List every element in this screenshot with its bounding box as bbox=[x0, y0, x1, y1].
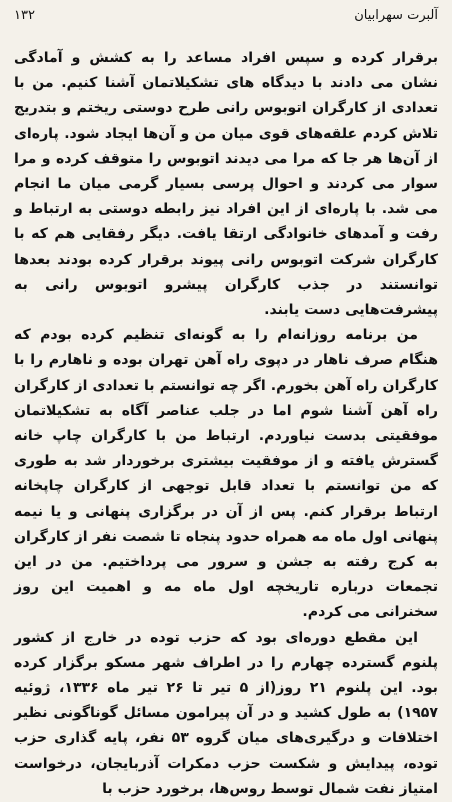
page-header bbox=[0, 6, 452, 32]
body-text bbox=[14, 46, 438, 802]
paragraph: این مقطع دوره‌ای بود که حزب توده در خارج از کشور پلنوم گسترده چهارم را در اطراف شهر مسکو برگزار کرده بود. این پلنوم ۲۱ روز(از ۵ تیر تا ۲۶ تیر ماه ۱۳۳۶، ژوئیه ۱۹۵۷) به طول کشید و در آن پیرامون مسائل گوناگونی نظیر اختلافات و درگیری‌های میان گروه ۵۳ نفر، پایه گذاری حزب توده، پیدایش و شکست حزب دمکرات آذربایجان، درخواست امتیاز نفت شمال توسط روس‌ها، برخورد حزب با bbox=[14, 629, 438, 797]
running-title: آلبرت سهرابیان bbox=[354, 8, 438, 23]
page-number: ۱۳۲ bbox=[14, 8, 35, 23]
paragraph: من برنامه روزانه‌ام را به گونه‌ای تنظیم کرده بودم که هنگام صرف ناهار در دپوی راه آهن تهران بوده و ناهارم را با کارگران راه آهن بخورم. اگر چه توانستم با تعدادی از کارگران راه آهن آشنا شوم اما در جلب عناصر آگاه به تشکیلاتمان موفقیتی بدست نیاوردم. ارتباط من با کارگران چاپ خانه گسترش یافته و از موفقیت بیشتری برخوردار شد به طوری که من توانستم با تعداد قابل توجهی از کارگران چاپخانه ارتباط برقرار کنم. پس از آن در برگزاری پنهانی و یا نیمه پنهانی اول ماه مه همراه حدود پنجاه تا شصت نفر از کارگران به کرج رفته به جشن و سرور می پرداختیم. من در این تجمعات درباره تاریخچه اول ماه مه و اهمیت این روز سخنرانی می کردم. bbox=[14, 327, 438, 621]
paragraph: برقرار کرده و سپس افراد مساعد را به کشش و آمادگی نشان می دادند با دیدگاه های تشکیلاتمان آشنا کنیم. من با تعدادی از کارگران اتوبوس رانی طرح دوستی ریختم و بتدریج تلاش کردم علقه‌های قوی میان من و آن‌ها ایجاد شود. پاره‌ای از آن‌ها هر جا که مرا می دیدند اتوبوس را متوقف کرده و مرا سوار می کردند و احوال پرسی بسیار گرمی میان ما انجام می شد. با پاره‌ای از این افراد نیز رابطه دوستی به ارتباط و رفت و آمدهای خانوادگی ارتقا یافت. دیگر رفقایی هم که با کارگران شرکت اتوبوس رانی پیوند برقرار کرده بودند بعدها توانستند در جذب کارگران پیشرو اتوبوس رانی به پیشرفت‌هایی دست یابند. bbox=[14, 50, 438, 319]
